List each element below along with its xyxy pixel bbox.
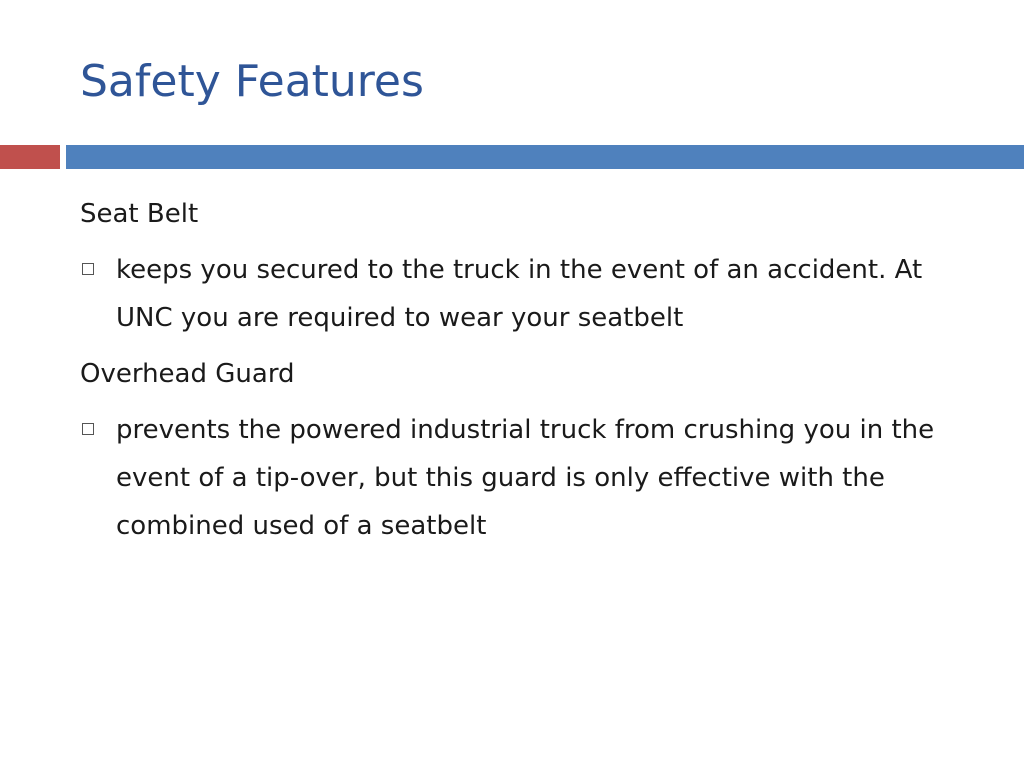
square-bullet-icon <box>82 263 94 275</box>
bullet-item-overhead-guard <box>80 406 980 550</box>
square-bullet-icon <box>82 423 94 435</box>
bullet-item-seat-belt <box>80 246 980 342</box>
slide-body <box>80 190 980 558</box>
slide-title: Safety Features <box>80 56 424 107</box>
title-divider-accent-right <box>66 145 1024 169</box>
title-divider-accent-left <box>0 145 60 169</box>
section-heading-overhead-guard: Overhead Guard <box>80 359 295 389</box>
bullet-text: prevents the powered industrial truck from crushing you in the event of a tip-over, but this guard is only effective with the combined used of a seatbelt <box>116 415 935 541</box>
section-heading-seat-belt: Seat Belt <box>80 199 199 229</box>
bullet-text: keeps you secured to the truck in the event of an accident. At UNC you are required to wear your seatbelt <box>116 255 923 333</box>
